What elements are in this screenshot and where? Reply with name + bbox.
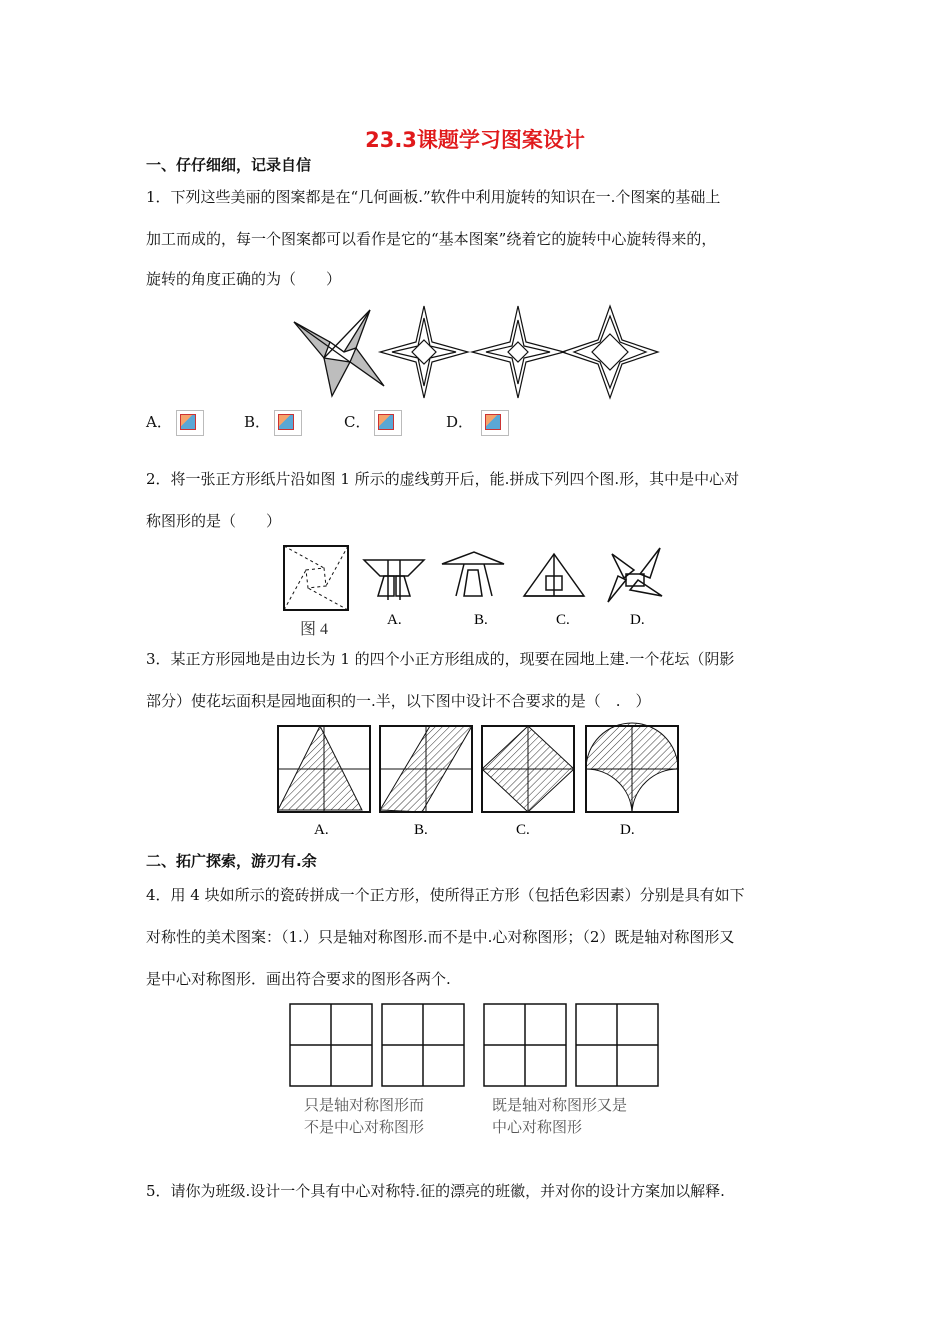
q1-option-b-label: B． xyxy=(244,413,271,431)
q3-option-c-label: C. xyxy=(516,822,530,838)
broken-image-icon xyxy=(374,410,402,436)
grid-caption-right xyxy=(492,1094,627,1138)
q3-line-2: 部分）使花坛面积是园地面积的一.半，以下图中设计不合要求的是（ . ） xyxy=(146,692,651,710)
q2-option-b-label: B. xyxy=(474,612,488,628)
q4-empty-grids xyxy=(288,1002,664,1090)
q1-line-1: 1．下列这些美丽的图案都是在“几何画板.”软件中利用旋转的知识在一.个图案的基础上 xyxy=(146,188,721,206)
grid-2 xyxy=(382,1004,464,1086)
q2-figures xyxy=(278,540,678,640)
q1-line-3: 旋转的角度正确的为（ ） xyxy=(146,270,342,288)
caption-left-line-1: 只是轴对称图形而 xyxy=(304,1096,425,1114)
figure-label: 图 4 xyxy=(300,621,329,638)
star-figure-3 xyxy=(472,306,564,398)
q1-option-c-label: C． xyxy=(344,413,371,431)
q1-option-a[interactable] xyxy=(146,410,204,436)
star-figure-4 xyxy=(562,306,658,398)
q4-line-3: 是中心对称图形．画出符合要求的图形各两个. xyxy=(146,970,451,988)
q5-line-1: 5．请你为班级.设计一个具有中心对称特.征的漂亮的班徽，并对你的设计方案加以解释. xyxy=(146,1182,725,1200)
garden-a xyxy=(278,726,370,812)
garden-b xyxy=(380,726,472,812)
q3-line-1: 3．某正方形园地是由边长为 1 的四个小正方形组成的，现要在园地上建.一个花坛（阴影 xyxy=(146,650,735,668)
q1-line-2: 加工而成的，每一个图案都可以看作是它的“基本图案”绕着它的旋转中心旋转得来的， xyxy=(146,230,717,248)
star-figure-2 xyxy=(380,306,468,398)
q2-shape-d xyxy=(608,548,662,602)
q2-option-a-label: A. xyxy=(387,612,402,628)
section-1-heading: 一、仔仔细细，记录自信 xyxy=(146,156,312,174)
q1-option-c[interactable] xyxy=(344,410,402,436)
q1-star-figures xyxy=(284,300,664,404)
q2-shape-a xyxy=(364,560,424,600)
q2-shape-c xyxy=(524,554,584,596)
q2-option-d-label: D. xyxy=(630,612,645,628)
q2-shape-b xyxy=(442,552,504,596)
grid-3 xyxy=(484,1004,566,1086)
grid-4 xyxy=(576,1004,658,1086)
q1-option-a-label: A． xyxy=(146,413,172,431)
section-2-heading: 二、拓广探索，游刃有.余 xyxy=(146,852,317,870)
caption-left-line-2: 不是中心对称图形 xyxy=(304,1118,425,1136)
q1-option-b[interactable] xyxy=(244,410,302,436)
broken-image-icon xyxy=(176,410,204,436)
garden-c xyxy=(482,726,574,812)
cut-square-figure xyxy=(284,546,348,610)
broken-image-icon xyxy=(481,410,509,436)
q1-option-d-label: D． xyxy=(446,413,474,431)
q1-option-d[interactable] xyxy=(446,410,509,436)
star-figure-1 xyxy=(294,310,384,396)
q2-line-2: 称图形的是（ ） xyxy=(146,512,282,530)
q2-option-c-label: C. xyxy=(556,612,570,628)
grid-caption-left xyxy=(304,1094,424,1138)
caption-right-line-2: 中心对称图形 xyxy=(492,1118,583,1136)
q4-line-1: 4．用 4 块如所示的瓷砖拼成一个正方形，使所得正方形（包括色彩因素）分别是具有如下 xyxy=(146,886,745,904)
garden-d xyxy=(586,723,678,812)
broken-image-icon xyxy=(274,410,302,436)
q4-line-2: 对称性的美术图案：（1.）只是轴对称图形.而不是中.心对称图形；（2）既是轴对称图形又 xyxy=(146,928,735,946)
q3-option-d-label: D. xyxy=(620,822,635,838)
grid-1 xyxy=(290,1004,372,1086)
q3-option-b-label: B. xyxy=(414,822,428,838)
q3-option-a-label: A. xyxy=(314,822,329,838)
page-title: 23.3课题学习图案设计 xyxy=(365,128,585,152)
q3-garden-figures xyxy=(270,722,690,846)
caption-right-line-1: 既是轴对称图形又是 xyxy=(492,1096,628,1114)
q2-line-1: 2．将一张正方形纸片沿如图 1 所示的虚线剪开后，能.拼成下列四个图.形，其中是中心对 xyxy=(146,470,740,488)
